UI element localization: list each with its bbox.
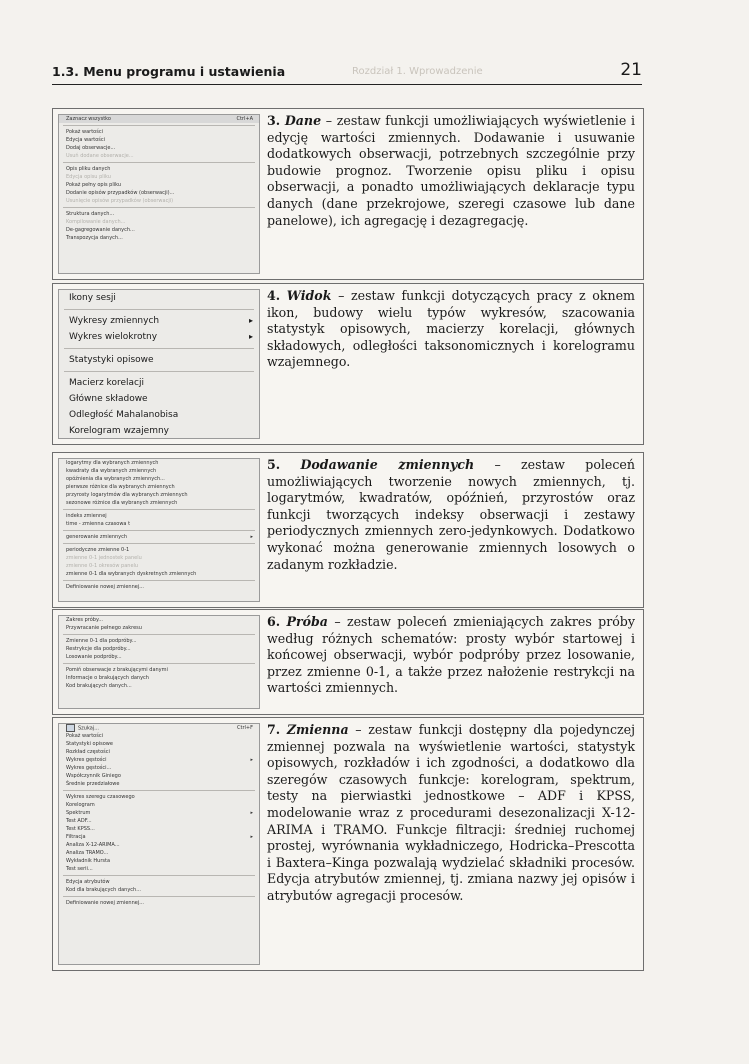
menu-item-zmienne-0-1-okresow-panelu (59, 562, 259, 570)
menu-item-szukaj (59, 724, 259, 732)
item-text: – zestaw funkcji dostępny dla pojedynczej zmiennej pozwala na wyświetlenie wartości, statystyk opisowych, rozkładów i ich zgodności, a dodatkowo dla szeregów czasowych funkcje: korelogram, spektrum, testy na pierwiastki jednostkowe – ADF i KPSS, modelowanie wraz z procedurami desezonalizacji X-12-ARIMA i TRAMO. Funkcje filtracji: średniej ruchomej prostej, wyrównania wykładniczego, Hodricka–Prescotta i Baxtera–Kinga pozwalają wydzielać składniki procesów. Edycja atrybutów zmiennej, tj. zmiana nazwy jej opisów i atrybutów agregacji procesów. (267, 722, 635, 903)
menu-item-label: Szukaj... (78, 725, 99, 732)
menu-item-zmienne-0-1-jednostek-panelu (59, 554, 259, 562)
menu-item-label: Zakres próby... (66, 617, 103, 623)
menu-item-pokaz-wartosci (59, 128, 259, 136)
menu-item-zakres-proby (59, 616, 259, 624)
menu-item-label: przyrosty logarytmów dla wybranych zmiennych (66, 492, 188, 498)
menu-item-label: Edycja wartości (66, 137, 106, 143)
menu-item-time-zmienna-czasowa-t (59, 520, 259, 528)
menu-separator (63, 509, 255, 510)
menu-item-test-adf (59, 817, 259, 825)
menu-item-label: Losowanie podpróby... (66, 654, 122, 660)
menu-item-shortcut: Ctrl+A (236, 116, 253, 122)
description-widok (267, 288, 635, 371)
menu-item-label: time - zmienna czasowa t (66, 521, 131, 527)
menu-item-restrykcje-dla-podproby (59, 645, 259, 653)
menu-item-odleglosc-mahalanobisa (59, 407, 259, 423)
menu-item-informacje-o-brakujacych-danych (59, 674, 259, 682)
menu-item-wykres-szeregu-czasowego (59, 793, 259, 801)
menu-screenshot-widok (58, 289, 260, 439)
submenu-arrow-icon: ▸ (250, 834, 253, 840)
description-dodawanie (267, 457, 635, 573)
item-keyword: Próba (286, 614, 328, 629)
description-dane (267, 113, 635, 229)
menu-item-wykres-wielokrotny (59, 329, 259, 345)
menu-item-label: Macierz korelacji (69, 378, 144, 388)
menu-item-definiowanie-nowej-zmiennej (59, 583, 259, 591)
menu-item-logarytmy-dla-wybranych-zmiennych (59, 459, 259, 467)
menu-screenshot-dane (58, 114, 260, 274)
menu-item-korelogram (59, 801, 259, 809)
menu-item-kompilowanie-danych (59, 218, 259, 226)
menu-separator (63, 543, 255, 544)
menu-item-label: Przywracanie pełnego zakresu (66, 625, 142, 631)
menu-item-label: Ikony sesji (69, 293, 116, 303)
item-number: 4. (267, 288, 281, 303)
menu-item-label: Rozkład częstości (66, 749, 110, 755)
menu-item-wykresy-zmiennych (59, 313, 259, 329)
item-text: – zestaw funkcji umożliwiających wyświetlenie i edycję wartości zmiennych. Dodawanie i usuwanie dodatkowych obserwacji, potrzebnych szczególnie przy budowie prognoz. Tworzenie opisu pliku i opisu obserwacji, a ponadto umożliwiających deklaracje typu danych (dane przekrojowe, szeregi czasowe lub dane panelowe), ich agregację i dezagregację. (267, 113, 635, 228)
description-zmienna (267, 722, 635, 905)
menu-item-label: Spektrum (66, 810, 91, 816)
menu-item-srednie-przedzialowe (59, 780, 259, 788)
menu-separator (63, 530, 255, 531)
menu-item-pokaz-pelny-opis-pliku (59, 181, 259, 189)
menu-item-label: pierwsze różnice dla wybranych zmiennych (66, 484, 175, 490)
menu-item-label: Średnie przedziałowe (66, 781, 120, 787)
menu-item-label: Współczynnik Giniego (66, 773, 121, 779)
block-proba (52, 609, 644, 715)
menu-item-label: Edycja atrybutów (66, 879, 110, 885)
item-number: 5. (267, 457, 281, 472)
menu-item-label: Kompilowanie danych... (66, 219, 126, 225)
menu-screenshot-proba (58, 615, 260, 709)
menu-item-wykres-gestosci (59, 764, 259, 772)
menu-separator (63, 162, 255, 163)
menu-item-korelogram-wzajemny (59, 423, 259, 439)
menu-item-zmienne-0-1-dla-podproby (59, 637, 259, 645)
item-text: – zestaw poleceń umożliwiających tworzenie nowych zmiennych, tj. logarytmów, kwadratów, opóźnień, przyrostów oraz funkcji tworzących indeksy obserwacji i zestawy periodycznych zmiennych zero-jedynkowych. Dodatkowo wykonać można generowanie zmiennych losowych o zadanym rozkładzie. (267, 457, 635, 572)
menu-item-struktura-danych (59, 210, 259, 218)
menu-item-label: Pokaż wartości (66, 129, 103, 135)
item-text: – zestaw funkcji dotyczących pracy z oknem ikon, budowy wielu typów wykresów, szacowania statystyk opisowych, macierzy korelacji, głównych składowych, odległości taksonomicznych i korelogramu wzajemnego. (267, 288, 635, 370)
menu-item-label: opóźnienia dla wybranych zmiennych... (66, 476, 165, 482)
menu-item-label: generowanie zmiennych (66, 534, 128, 540)
item-keyword: Dane (284, 113, 322, 128)
menu-item-label: Wykres szeregu czasowego (66, 794, 135, 800)
menu-item-label: Statystyki opisowe (69, 355, 154, 365)
menu-item-zmienne-0-1-dla-wybranych-dyskretnych-zm (59, 570, 259, 578)
menu-item-label: Test KPSS... (66, 826, 95, 832)
menu-item-label: Definiowanie nowej zmiennej... (66, 900, 144, 906)
menu-item-opoznienia-dla-wybranych-zmiennych (59, 475, 259, 483)
menu-item-label: Wykresy zmiennych (69, 316, 160, 326)
menu-item-usuniecie-opisow-przypadkow-obserwacji (59, 197, 259, 205)
menu-separator (63, 663, 255, 664)
menu-item-label: Wykładnik Hursta (66, 858, 111, 864)
menu-item-label: Test serii... (66, 866, 93, 872)
menu-item-label: periodyczne zmienne 0-1 (66, 547, 130, 553)
menu-item-periodyczne-zmienne-0-1 (59, 546, 259, 554)
description-proba (267, 614, 635, 697)
menu-item-glowne-skladowe (59, 391, 259, 407)
menu-item-wykres-gestosci (59, 756, 259, 764)
menu-separator (63, 580, 255, 581)
item-keyword: Widok (286, 288, 332, 303)
menu-item-analiza-tramo (59, 849, 259, 857)
item-keyword: Dodawanie zmiennych (300, 457, 475, 472)
menu-item-label: Odległość Mahalanobisa (69, 410, 179, 420)
item-number: 7. (267, 722, 281, 737)
menu-item-ikony-sesji (59, 290, 259, 306)
submenu-arrow-icon: ▸ (250, 757, 253, 763)
item-number: 3. (267, 113, 281, 128)
menu-item-label: Dodaj obserwacje... (66, 145, 116, 151)
menu-item-wspolczynnik-giniego (59, 772, 259, 780)
menu-item-edycja-wartosci (59, 136, 259, 144)
menu-item-label: Wykres gęstości... (66, 765, 112, 771)
menu-separator (63, 207, 255, 208)
menu-item-przyrosty-logarytmow-dla-wybranych-zmien (59, 491, 259, 499)
menu-separator (64, 371, 254, 372)
block-widok (52, 283, 644, 445)
menu-item-usun-dodane-obserwacje (59, 152, 259, 160)
menu-item-rozklad-czestosci (59, 748, 259, 756)
block-zmienna (52, 717, 644, 971)
menu-item-label: sezonowe różnice dla wybranych zmiennych (66, 500, 178, 506)
menu-separator (63, 875, 255, 876)
menu-item-label: logarytmy dla wybranych zmiennych (66, 460, 159, 466)
block-dodawanie (52, 452, 644, 608)
menu-item-label: Statystyki opisowe (66, 741, 113, 747)
menu-screenshot-dodawanie (58, 458, 260, 602)
menu-item-filtracja (59, 833, 259, 841)
menu-item-label: Zmienne 0-1 dla podpróby... (66, 638, 137, 644)
menu-item-losowanie-podproby (59, 653, 259, 661)
menu-item-label: Główne składowe (69, 394, 148, 404)
submenu-arrow-icon: ▸ (250, 534, 253, 540)
menu-item-label: Pomiń obserwacje z brakującymi danymi (66, 667, 168, 673)
menu-item-kwadraty-dla-wybranych-zmiennych (59, 467, 259, 475)
menu-item-label: Korelogram (66, 802, 95, 808)
menu-item-kod-dla-brakujacych-danych (59, 886, 259, 894)
menu-item-pierwsze-roznice-dla-wybranych-zmiennych (59, 483, 259, 491)
section-title: 1.3. Menu programu i ustawienia (52, 64, 286, 79)
menu-item-label: Wykres wielokrotny (69, 332, 158, 342)
menu-separator (64, 309, 254, 310)
menu-separator (63, 790, 255, 791)
menu-item-de-gagregowanie-danych (59, 226, 259, 234)
menu-item-kod-brakujacych-danych (59, 682, 259, 690)
menu-item-label: Pokaż wartości (66, 733, 103, 739)
menu-item-label: Kod brakujących danych... (66, 683, 132, 689)
menu-separator (63, 125, 255, 126)
menu-item-label: Test ADF... (66, 818, 92, 824)
menu-item-label: Informacje o brakujących danych (66, 675, 149, 681)
menu-item-label: Pokaż pełny opis pliku (66, 182, 122, 188)
block-dane (52, 108, 644, 280)
menu-item-dodanie-opisow-przypadkow-obserwacji (59, 189, 259, 197)
menu-item-macierz-korelacji (59, 375, 259, 391)
menu-item-label: kwadraty dla wybranych zmiennych (66, 468, 157, 474)
menu-item-dodaj-obserwacje (59, 144, 259, 152)
search-icon (66, 724, 75, 732)
page-header (52, 60, 642, 85)
menu-item-spektrum (59, 809, 259, 817)
item-text: – zestaw poleceń zmieniających zakres próby według różnych schematów: prosty wybór startowej i końcowej obserwacji, wybór podpróby przez losowanie, przez zmienne 0-1, a także przez nałożenie restrykcji na wartości zmiennych. (267, 614, 635, 696)
submenu-arrow-icon: ▸ (248, 332, 253, 341)
menu-item-transpozycja-danych (59, 234, 259, 242)
menu-item-label: zmienne 0-1 okresów panelu (66, 563, 139, 569)
menu-item-shortcut: Ctrl+F (237, 725, 253, 731)
menu-item-label: Edycja opisu pliku (66, 174, 111, 180)
menu-item-statystyki-opisowe (59, 352, 259, 368)
menu-item-label: Opis pliku danych (66, 166, 111, 172)
menu-item-generowanie-zmiennych (59, 533, 259, 541)
menu-item-label: Zaznacz wszystko (66, 116, 111, 122)
menu-item-label: zmienne 0-1 dla wybranych dyskretnych zmiennych (66, 571, 197, 577)
menu-item-label: Analiza X-12-ARIMA... (66, 842, 120, 848)
page-number: 21 (620, 60, 642, 80)
menu-item-label: De-gagregowanie danych... (66, 227, 135, 233)
menu-separator (63, 896, 255, 897)
menu-item-opis-pliku-danych (59, 165, 259, 173)
menu-item-analiza-x-12-arima (59, 841, 259, 849)
menu-item-edycja-atrybutow (59, 878, 259, 886)
menu-item-label: indeks zmiennej (66, 513, 107, 519)
menu-item-pomin-obserwacje-z-brakujacymi-danymi (59, 666, 259, 674)
menu-item-indeks-zmiennej (59, 512, 259, 520)
menu-item-zaznacz-wszystko (59, 115, 259, 123)
menu-item-label: Struktura danych... (66, 211, 115, 217)
menu-item-statystyki-opisowe (59, 740, 259, 748)
menu-separator (64, 348, 254, 349)
menu-item-label: Filtracja (66, 834, 86, 840)
item-number: 6. (267, 614, 281, 629)
submenu-arrow-icon: ▸ (250, 810, 253, 816)
menu-item-label: Dodanie opisów przypadków (obserwacji)... (66, 190, 175, 196)
menu-item-label: Kod dla brakujących danych... (66, 887, 141, 893)
menu-item-przywracanie-pelnego-zakresu (59, 624, 259, 632)
item-keyword: Zmienna (286, 722, 349, 737)
menu-separator (63, 634, 255, 635)
menu-screenshot-zmienna (58, 723, 260, 965)
menu-item-label: Korelogram wzajemny (69, 426, 169, 436)
menu-item-definiowanie-nowej-zmiennej (59, 899, 259, 907)
menu-item-label: zmienne 0-1 jednostek panelu (66, 555, 142, 561)
menu-item-label: Usunięcie opisów przypadków (obserwacji) (66, 198, 174, 204)
menu-item-sezonowe-roznice-dla-wybranych-zmiennych (59, 499, 259, 507)
menu-item-pokaz-wartosci (59, 732, 259, 740)
menu-item-test-kpss (59, 825, 259, 833)
menu-item-label: Definiowanie nowej zmiennej... (66, 584, 144, 590)
menu-item-label: Transpozycja danych... (66, 235, 123, 241)
menu-item-label: Restrykcje dla podpróby... (66, 646, 131, 652)
menu-item-label: Analiza TRAMO... (66, 850, 109, 856)
menu-item-edycja-opisu-pliku (59, 173, 259, 181)
menu-item-label: Usuń dodane obserwacje... (66, 153, 134, 159)
bleed-through-header: Rozdział 1. Wprowadzenie (352, 66, 483, 77)
menu-item-label: Wykres gęstości (66, 757, 107, 763)
submenu-arrow-icon: ▸ (248, 316, 253, 325)
menu-item-test-serii (59, 865, 259, 873)
menu-item-wykladnik-hursta (59, 857, 259, 865)
